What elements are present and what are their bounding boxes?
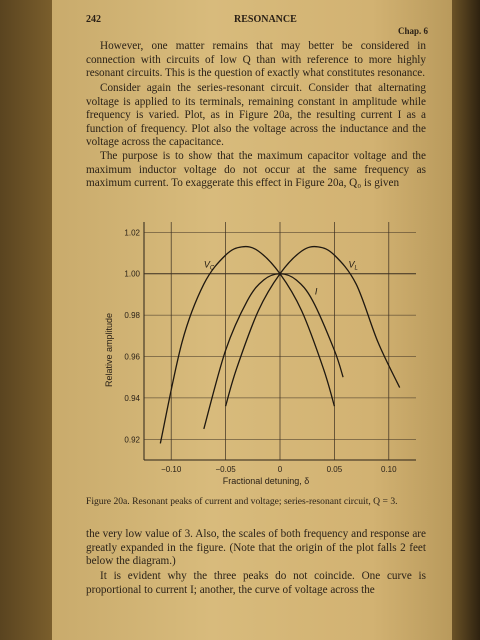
y-tick-label: 0.94 xyxy=(124,393,140,403)
series-label-subscript: C xyxy=(209,265,215,272)
y-axis-label: Relative amplitude xyxy=(104,312,114,388)
paragraph-2: Consider again the series-resonant circuit. Consider that alternating voltage is applied to its terminals, remaining constant in amplitude while frequency is varied. Plot, as in Figure 20a, the resulting current I as a function of frequency. Plot also the voltage across the inductance and the voltage across the capacitance. xyxy=(86,82,426,149)
y-tick-label: 1.00 xyxy=(124,269,140,279)
series-label-subscript: L xyxy=(354,265,358,272)
series-line-i xyxy=(204,274,343,429)
paragraph-1: However, one matter remains that may better be considered in connection with circuits of low Q than with reference to more highly resonant circuits. This is the question of exactly what constitutes resonance. xyxy=(86,40,426,80)
paragraph-4: the very low value of 3. Also, the scales of both frequency and response are greatly expanded in the figure. (Note that the origin of the plot falls 2 feet below the diagram.) xyxy=(86,528,426,568)
page-gutter-shadow xyxy=(0,0,52,640)
y-tick-label: 0.96 xyxy=(124,352,140,362)
series-label-v-l: $V_L$ xyxy=(348,259,358,272)
x-tick-label: 0.10 xyxy=(381,465,397,474)
series-label-v-c: $V_C$ xyxy=(203,259,215,272)
running-title: RESONANCE xyxy=(234,14,297,25)
series-line-v-c xyxy=(160,247,334,444)
figure-caption: Figure 20a. Resonant peaks of current and voltage; series-resonant circuit, Q = 3. xyxy=(86,496,398,507)
x-tick-label: 0 xyxy=(277,465,283,474)
paragraph-3: The purpose is to show that the maximum capacitor voltage and the maximum inductor voltage do not occur at the same frequency as maximum current. To exaggerate this effect in Figure 20a, Q₀ is given xyxy=(86,150,426,190)
x-tick-label: −0.05 xyxy=(215,465,236,474)
x-tick-label: 0.05 xyxy=(326,465,343,474)
series-label-i: I xyxy=(314,286,318,297)
y-tick-label: 1.02 xyxy=(124,228,140,238)
y-tick-label: 0.92 xyxy=(124,435,140,445)
x-tick-label: −0.10 xyxy=(161,465,182,474)
y-tick-label: 0.98 xyxy=(124,311,140,321)
x-axis-label: Fractional detuning, δ xyxy=(222,476,310,486)
series-line-v-l xyxy=(226,247,400,407)
figure-20a-chart xyxy=(86,210,426,490)
chapter-label: Chap. 6 xyxy=(398,26,429,36)
paragraph-5: It is evident why the three peaks do not coincide. One curve is proportional to current I; another, the curve of voltage across the xyxy=(86,570,426,596)
page-edge-shadow xyxy=(452,0,480,640)
page-number: 242 xyxy=(86,14,101,25)
